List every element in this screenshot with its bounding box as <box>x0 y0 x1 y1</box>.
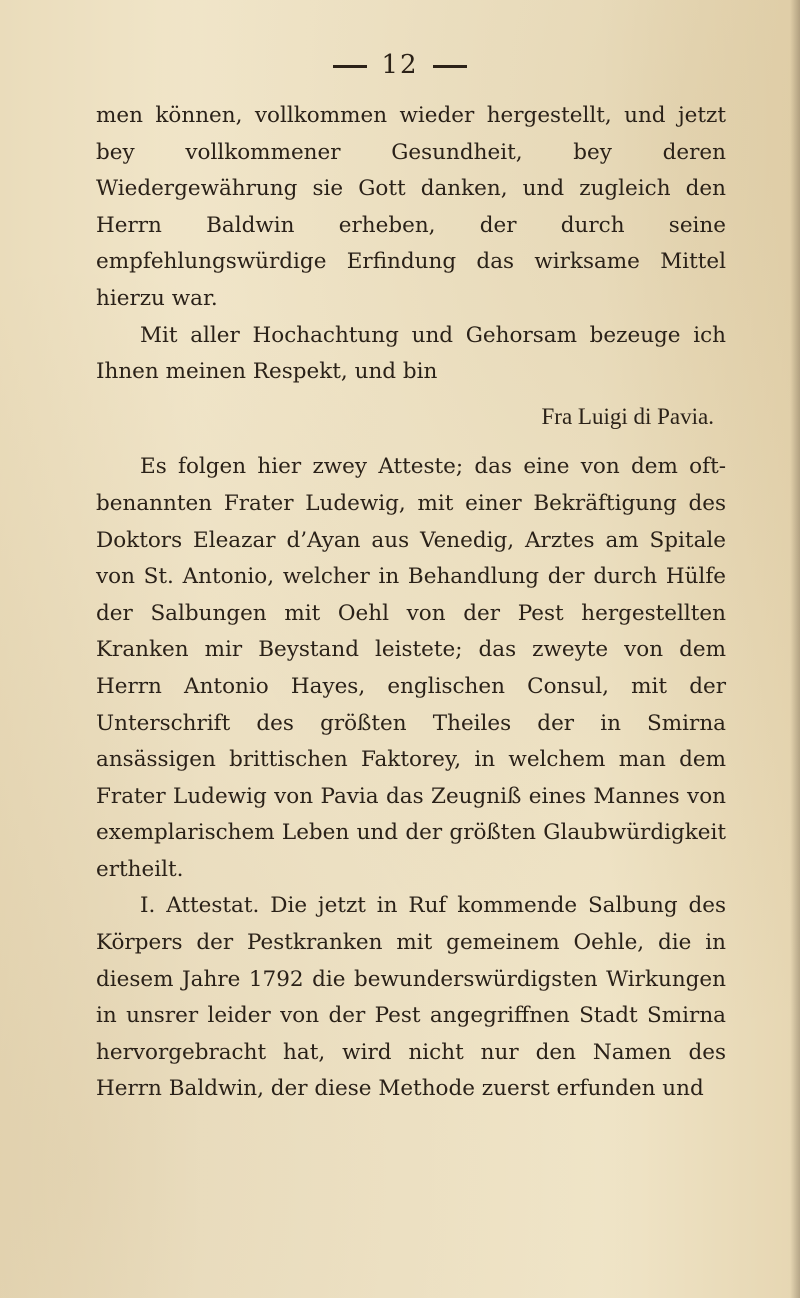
page-number: 12 <box>381 50 419 80</box>
paragraph-continuation: men können, vollkommen wieder hergestellt, und jetzt bey vollkommener Gesundheit, bey deren Wiedergewährung sie Gott danken, und zugleich den Herrn Baldwin erheben, der durch seine empfehlungswürdige Erfindung das wirksame Mittel hierzu war. <box>96 103 726 311</box>
paragraph-closing: Mit aller Hochachtung und Gehorsam bezeuge ich Ihnen meinen Respekt, und bin <box>96 322 726 385</box>
page-edge-shadow <box>790 0 800 1298</box>
header-dash-left <box>333 65 367 68</box>
body-text <box>96 98 726 1108</box>
header-dash-right <box>433 65 467 68</box>
paragraph-attestations-intro: Es folgen hier zwey Atteste; das eine von dem oft-benannten Frater Ludewig, mit einer Bekräftigung des Doktors Eleazar d’Ayan aus Venedig, Arztes am Spitale von St. Antonio, welcher in Behandlung der durch Hülfe der Salbungen mit Oehl von der Pest hergestellten Kranken mir Beystand leistete; das zweyte von dem Herrn Antonio Hayes, englischen Consul, mit der Unterschrift des größten Theiles der in Smirna ansässigen brittischen Faktorey, in welchem man dem Frater Ludewig von Pavia das Zeugniß eines Mannes von exemplarischem Leben und der größten Glaubwürdigkeit ertheilt. <box>96 454 726 882</box>
page-header <box>0 50 800 80</box>
signature: Fra Luigi di Pavia. <box>541 403 714 429</box>
paragraph-first-attestat: I. Attestat. Die jetzt in Ruf kommende Salbung des Körpers der Pestkranken mit gemeinem Oehle, die in diesem Jahre 1792 die bewunderswürdigsten Wirkungen in unsrer leider von der Pest angegriffnen Stadt Smirna hervorgebracht hat, wird nicht nur den Namen des Herrn Baldwin, der diese Methode zuerst erfunden und <box>96 893 726 1102</box>
